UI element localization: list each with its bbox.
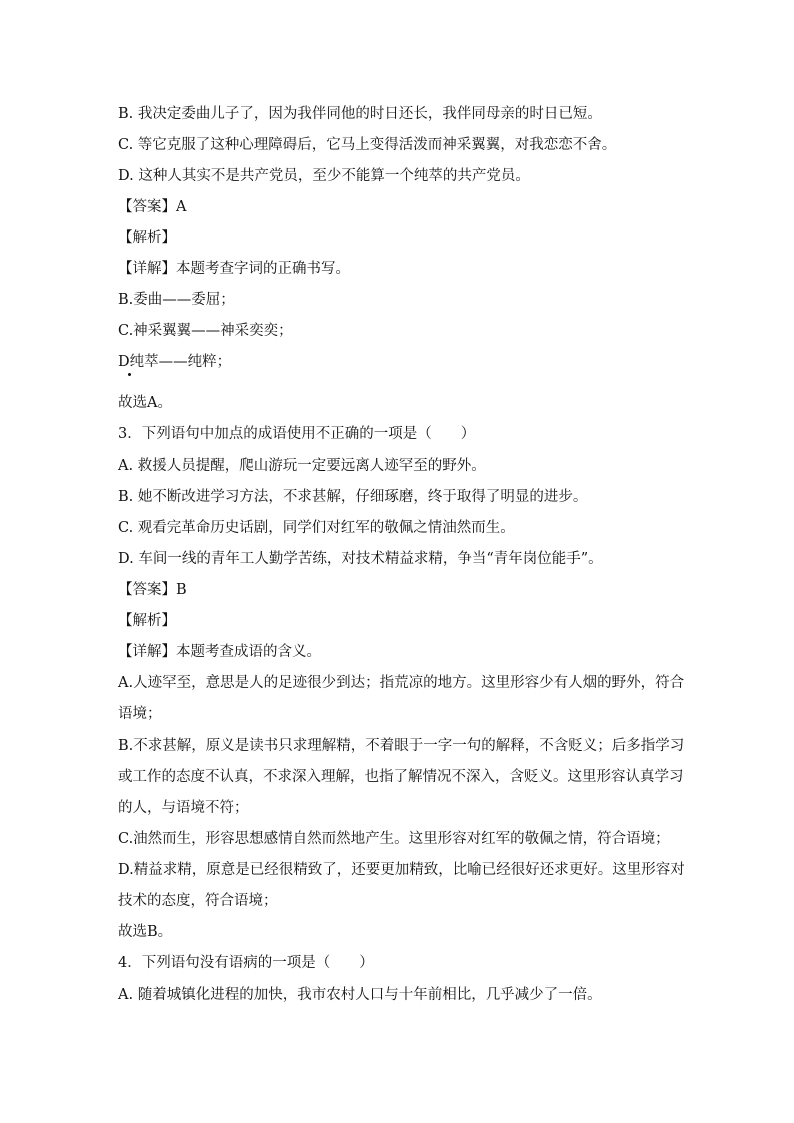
question-4-stem: 4．下列语句没有语病的一项是（ ）: [118, 955, 374, 971]
choice-conclusion: 故选A。: [118, 395, 172, 411]
detail-intro: 【详解】本题考查字词的正确书写。: [118, 261, 350, 277]
explanation-a-line2: 语境；: [118, 706, 162, 722]
analysis-label: 【解析】: [118, 613, 176, 629]
explanation-d-line1: D.精益求精，原意是已经很精致了，还要更加精致，比喻已经很好还求更好。这里形容对: [118, 862, 685, 878]
answer-label: 【答案】B: [118, 582, 187, 598]
explanation-b-line2: 或工作的态度不认真，不求深入理解，也指了解情况不深入，含贬义。这里形容认真学习: [118, 769, 684, 785]
option-d-line: D. 这种人其实不是共产党员，至少不能算一个纯萃的共产党员。: [118, 168, 530, 184]
correction-d: D纯萃——纯粹；: [118, 354, 232, 370]
correction-b: B.委曲——委屈；: [118, 292, 235, 308]
question-3-option-b: B. 她不断改进学习方法，不求甚解，仔细琢磨，终于取得了明显的进步。: [118, 489, 588, 505]
explanation-c: C.油然而生，形容思想感情自然而然地产生。这里形容对红军的敬佩之情，符合语境；: [118, 831, 670, 847]
choice-conclusion: 故选B。: [118, 924, 173, 940]
option-b-line: B. 我决定委曲儿子了，因为我伴同他的时日还长，我伴同母亲的时日已短。: [118, 106, 602, 122]
question-3-stem: 3．下列语句中加点的成语使用不正确的一项是（ ）: [118, 426, 476, 442]
explanation-b-line1: B.不求甚解，原义是读书只求理解精，不着眼于一字一句的解释，不含贬义；后多指学习: [118, 738, 685, 754]
answer-label: 【答案】A: [118, 199, 187, 215]
correction-c: C.神采翼翼——神采奕奕；: [118, 323, 293, 339]
option-c-line: C. 等它克服了这种心理障碍后，它马上变得活泼而神采翼翼，对我恋恋不舍。: [118, 137, 617, 153]
detail-intro: 【详解】本题考查成语的含义。: [118, 644, 321, 660]
analysis-label: 【解析】: [118, 230, 176, 246]
question-3-option-c: C. 观看完革命历史话剧，同学们对红军的敬佩之情油然而生。: [118, 520, 515, 536]
explanation-d-line2: 技术的态度，符合语境；: [118, 893, 278, 909]
question-3-option-d: D. 车间一线的青年工人勤学苦练，对技术精益求精，争当“青年岗位能手”。: [118, 551, 603, 567]
question-3-option-a: A. 救援人员提醒，爬山游玩一定要远离人迹罕至的野外。: [118, 458, 486, 474]
emphasis-dot: [128, 373, 131, 376]
explanation-a-line1: A.人迹罕至，意思是人的足迹很少到达；指荒凉的地方。这里形容少有人烟的野外，符合: [118, 675, 685, 691]
explanation-b-line3: 的人，与语境不符；: [118, 800, 249, 816]
question-4-option-a: A. 随着城镇化进程的加快，我市农村人口与十年前相比，几乎减少了一倍。: [118, 987, 602, 1003]
